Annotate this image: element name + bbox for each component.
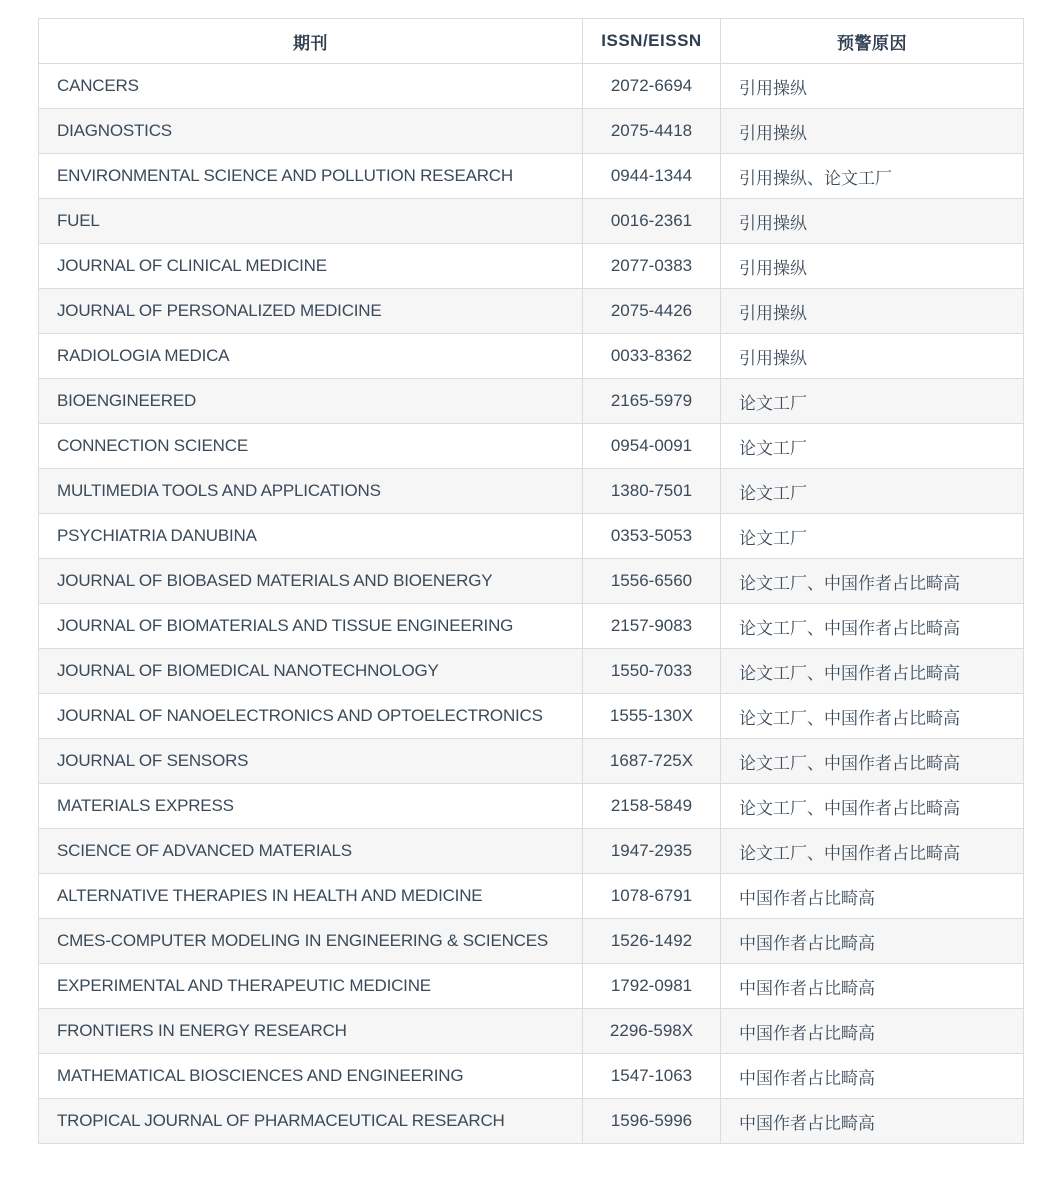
issn-cell: 1380-7501 xyxy=(583,469,721,514)
issn-cell: 1555-130X xyxy=(583,694,721,739)
issn-cell: 1596-5996 xyxy=(583,1099,721,1144)
warning-reason-cell: 引用操纵 xyxy=(721,244,1024,289)
issn-cell: 1687-725X xyxy=(583,739,721,784)
warning-reason-cell: 论文工厂、中国作者占比畸高 xyxy=(721,829,1024,874)
journal-name-cell: SCIENCE OF ADVANCED MATERIALS xyxy=(39,829,583,874)
table-row xyxy=(39,379,1024,424)
warning-reason-cell: 论文工厂、中国作者占比畸高 xyxy=(721,739,1024,784)
table-row xyxy=(39,694,1024,739)
table-row xyxy=(39,334,1024,379)
table-row xyxy=(39,829,1024,874)
journal-name-cell: JOURNAL OF BIOMATERIALS AND TISSUE ENGINEERING xyxy=(39,604,583,649)
issn-cell: 2075-4426 xyxy=(583,289,721,334)
table-row xyxy=(39,1099,1024,1144)
table-row xyxy=(39,919,1024,964)
journal-name-cell: JOURNAL OF BIOBASED MATERIALS AND BIOENERGY xyxy=(39,559,583,604)
warning-reason-cell: 论文工厂、中国作者占比畸高 xyxy=(721,694,1024,739)
warning-reason-cell: 论文工厂 xyxy=(721,514,1024,559)
issn-cell: 2158-5849 xyxy=(583,784,721,829)
journal-name-cell: BIOENGINEERED xyxy=(39,379,583,424)
journal-name-cell: FUEL xyxy=(39,199,583,244)
journal-name-cell: RADIOLOGIA MEDICA xyxy=(39,334,583,379)
issn-cell: 0954-0091 xyxy=(583,424,721,469)
journal-name-cell: CMES-COMPUTER MODELING IN ENGINEERING & SCIENCES xyxy=(39,919,583,964)
table-row xyxy=(39,964,1024,1009)
table-row xyxy=(39,154,1024,199)
issn-cell: 1947-2935 xyxy=(583,829,721,874)
journal-name-cell: DIAGNOSTICS xyxy=(39,109,583,154)
journal-name-cell: JOURNAL OF NANOELECTRONICS AND OPTOELECTRONICS xyxy=(39,694,583,739)
warning-reason-cell: 引用操纵、论文工厂 xyxy=(721,154,1024,199)
warning-reason-cell: 引用操纵 xyxy=(721,199,1024,244)
issn-cell: 2072-6694 xyxy=(583,64,721,109)
warning-reason-cell: 论文工厂、中国作者占比畸高 xyxy=(721,649,1024,694)
table-row xyxy=(39,64,1024,109)
table-row xyxy=(39,469,1024,514)
warning-reason-cell: 论文工厂 xyxy=(721,469,1024,514)
journal-name-cell: CONNECTION SCIENCE xyxy=(39,424,583,469)
journal-name-cell: JOURNAL OF CLINICAL MEDICINE xyxy=(39,244,583,289)
warning-reason-cell: 引用操纵 xyxy=(721,334,1024,379)
table-row xyxy=(39,424,1024,469)
issn-cell: 1550-7033 xyxy=(583,649,721,694)
issn-cell: 2165-5979 xyxy=(583,379,721,424)
warning-reason-cell: 中国作者占比畸高 xyxy=(721,1054,1024,1099)
col-header-reason: 预警原因 xyxy=(721,19,1024,64)
table-row xyxy=(39,739,1024,784)
issn-cell: 0033-8362 xyxy=(583,334,721,379)
warning-reason-cell: 中国作者占比畸高 xyxy=(721,1009,1024,1054)
issn-cell: 2296-598X xyxy=(583,1009,721,1054)
journal-name-cell: JOURNAL OF SENSORS xyxy=(39,739,583,784)
table-row xyxy=(39,559,1024,604)
journal-name-cell: ENVIRONMENTAL SCIENCE AND POLLUTION RESEARCH xyxy=(39,154,583,199)
warning-reason-cell: 中国作者占比畸高 xyxy=(721,919,1024,964)
table-row xyxy=(39,1054,1024,1099)
warning-reason-cell: 中国作者占比畸高 xyxy=(721,874,1024,919)
table-row xyxy=(39,604,1024,649)
issn-cell: 2077-0383 xyxy=(583,244,721,289)
journal-name-cell: CANCERS xyxy=(39,64,583,109)
issn-cell: 0944-1344 xyxy=(583,154,721,199)
warning-reason-cell: 引用操纵 xyxy=(721,64,1024,109)
issn-cell: 2157-9083 xyxy=(583,604,721,649)
table-row xyxy=(39,874,1024,919)
table-row xyxy=(39,289,1024,334)
issn-cell: 1078-6791 xyxy=(583,874,721,919)
journal-name-cell: EXPERIMENTAL AND THERAPEUTIC MEDICINE xyxy=(39,964,583,1009)
table-row xyxy=(39,199,1024,244)
table-row xyxy=(39,784,1024,829)
table-row xyxy=(39,109,1024,154)
journal-name-cell: TROPICAL JOURNAL OF PHARMACEUTICAL RESEARCH xyxy=(39,1099,583,1144)
warning-reason-cell: 引用操纵 xyxy=(721,289,1024,334)
issn-cell: 1792-0981 xyxy=(583,964,721,1009)
table-row xyxy=(39,649,1024,694)
warning-reason-cell: 论文工厂、中国作者占比畸高 xyxy=(721,604,1024,649)
header-row xyxy=(39,19,1024,64)
journal-name-cell: MATERIALS EXPRESS xyxy=(39,784,583,829)
warning-reason-cell: 论文工厂 xyxy=(721,424,1024,469)
warning-reason-cell: 论文工厂、中国作者占比畸高 xyxy=(721,784,1024,829)
journal-name-cell: JOURNAL OF BIOMEDICAL NANOTECHNOLOGY xyxy=(39,649,583,694)
warning-reason-cell: 引用操纵 xyxy=(721,109,1024,154)
issn-cell: 0016-2361 xyxy=(583,199,721,244)
warning-reason-cell: 论文工厂 xyxy=(721,379,1024,424)
table-row xyxy=(39,244,1024,289)
issn-cell: 1556-6560 xyxy=(583,559,721,604)
table-row xyxy=(39,1009,1024,1054)
warning-reason-cell: 中国作者占比畸高 xyxy=(721,1099,1024,1144)
journal-name-cell: ALTERNATIVE THERAPIES IN HEALTH AND MEDICINE xyxy=(39,874,583,919)
issn-cell: 0353-5053 xyxy=(583,514,721,559)
journal-name-cell: MULTIMEDIA TOOLS AND APPLICATIONS xyxy=(39,469,583,514)
warning-reason-cell: 论文工厂、中国作者占比畸高 xyxy=(721,559,1024,604)
issn-cell: 1526-1492 xyxy=(583,919,721,964)
col-header-journal: 期刊 xyxy=(39,19,583,64)
issn-cell: 2075-4418 xyxy=(583,109,721,154)
journal-name-cell: PSYCHIATRIA DANUBINA xyxy=(39,514,583,559)
journal-name-cell: MATHEMATICAL BIOSCIENCES AND ENGINEERING xyxy=(39,1054,583,1099)
issn-cell: 1547-1063 xyxy=(583,1054,721,1099)
journal-warning-table xyxy=(38,18,1024,1144)
table-row xyxy=(39,514,1024,559)
journal-name-cell: JOURNAL OF PERSONALIZED MEDICINE xyxy=(39,289,583,334)
col-header-issn: ISSN/EISSN xyxy=(583,19,721,64)
journal-name-cell: FRONTIERS IN ENERGY RESEARCH xyxy=(39,1009,583,1054)
warning-reason-cell: 中国作者占比畸高 xyxy=(721,964,1024,1009)
